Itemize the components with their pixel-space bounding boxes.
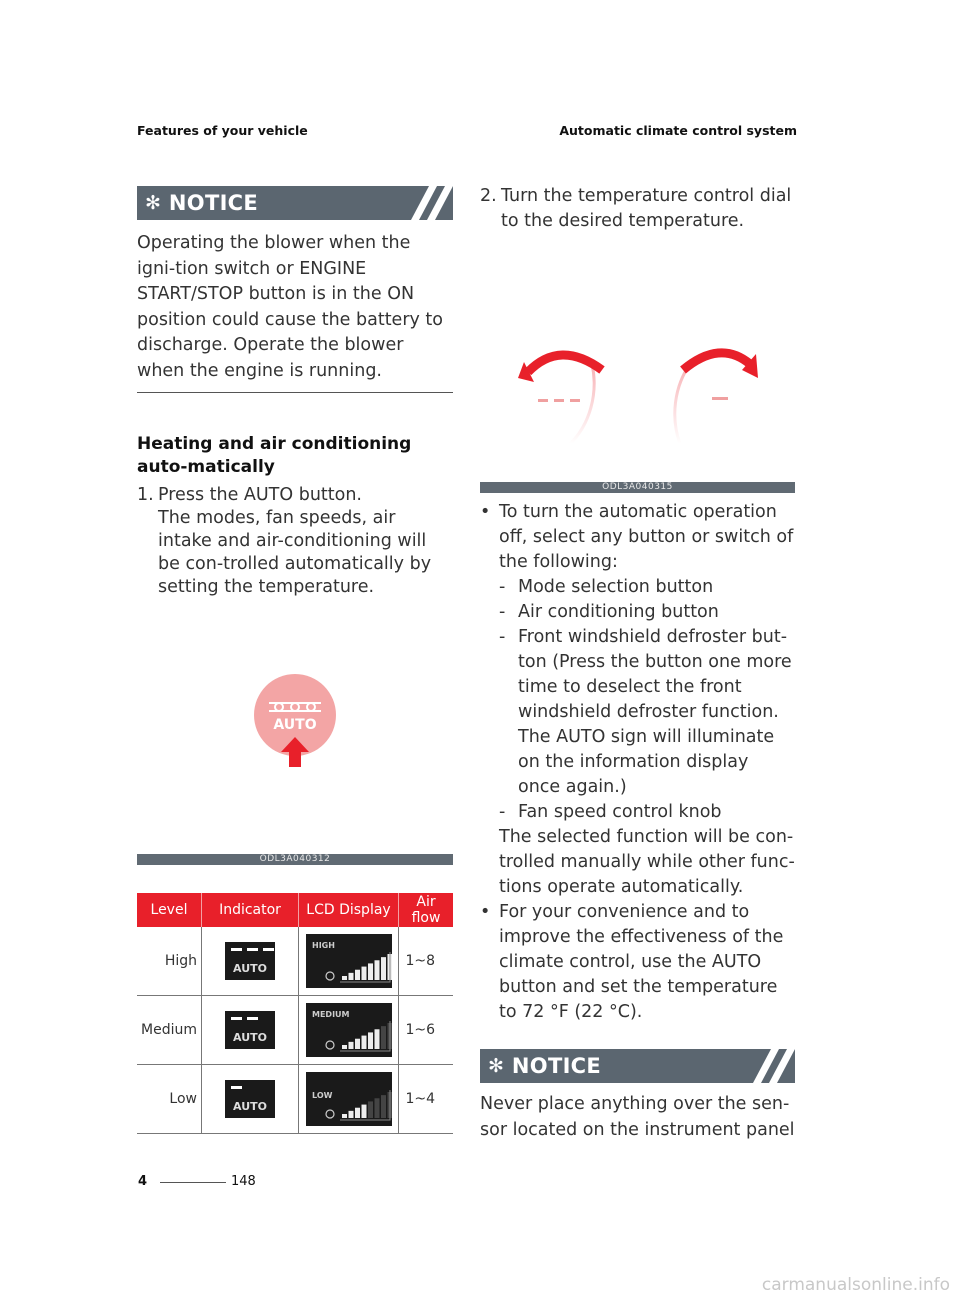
right-column [480, 184, 795, 1143]
indicator-cell [202, 996, 299, 1065]
lcd-level-label: MEDIUM [311, 1010, 349, 1019]
page-number: 148 [231, 1174, 256, 1189]
column-header: Indicator [202, 893, 299, 927]
dash-text: Air conditioning button [518, 602, 719, 622]
divider [137, 392, 453, 393]
level-cell: Medium [137, 996, 202, 1065]
notice-label: NOTICE [168, 191, 259, 215]
section-header: Features of your vehicle [137, 123, 308, 138]
watermark: carmanualsonline.info [761, 1275, 950, 1295]
double-slash-icon [751, 1049, 795, 1083]
auto-button-illustration [137, 599, 453, 854]
rotate-arrow-icon [528, 355, 602, 372]
asterisk-icon: ✻ [488, 1055, 504, 1077]
lcd-display-icon [306, 1072, 392, 1126]
chapter-header: Automatic climate control system [559, 123, 797, 138]
lcd-cell [299, 1065, 399, 1134]
section-number: 4 [138, 1174, 148, 1189]
lcd-level-label: LOW [311, 1091, 332, 1100]
figure-caption: ODL3A040312 [137, 854, 453, 865]
dash-mark: - [499, 627, 506, 647]
auto-button-figure [137, 599, 453, 854]
indicator-label: AUTO [233, 962, 267, 975]
lcd-display-icon [306, 934, 392, 988]
air-flow-cell: 1~8 [399, 927, 454, 996]
dash-text: Fan speed control knob [518, 802, 722, 822]
bullet-item [480, 900, 795, 1025]
dash-mark: - [499, 577, 506, 597]
lcd-cell [299, 996, 399, 1065]
column-header: Level [137, 893, 202, 927]
step-description: Turn the temperature control dial to the desired temperature. [501, 186, 792, 231]
indicator-cell [202, 1065, 299, 1134]
dash-item [480, 600, 795, 625]
dash-mark: - [499, 602, 506, 622]
section-title: Heating and air conditioning auto-matically [137, 434, 412, 477]
figure-caption: ODL3A040315 [480, 482, 795, 493]
table-row [137, 927, 453, 996]
auto-button-label: AUTO [273, 717, 317, 733]
step-number: 2. [480, 186, 497, 206]
step-2 [480, 184, 795, 234]
table-row [137, 996, 453, 1065]
temperature-dash [712, 397, 728, 400]
temperature-dashes [538, 399, 580, 402]
lcd-level-label: HIGH [311, 941, 335, 950]
left-column [137, 186, 453, 1134]
dash-text: Front windshield defroster but-ton (Press the button one more time to deselect the front windshield defroster function. The AUTO sign will illuminate on the information display once again.) [518, 627, 792, 797]
step-description: The modes, fan speeds, air intake and air-conditioning will be con-trolled automatically by setting the temperature. [158, 508, 432, 597]
asterisk-icon: ✻ [145, 192, 161, 214]
dash-item [480, 800, 795, 825]
bullet-dot: • [480, 502, 491, 522]
column-header: Air flow [399, 893, 454, 927]
bullet-continuation: The selected function will be con-trolled manually while other func-tions operate automatically. [499, 827, 795, 897]
lcd-cell [299, 927, 399, 996]
auto-level-table [137, 893, 453, 1134]
temperature-dial-figure [480, 234, 795, 482]
step-1 [137, 484, 453, 599]
step-number: 1. [137, 485, 154, 505]
table-header-row [137, 893, 453, 927]
indicator-cell [202, 927, 299, 996]
notice-banner [137, 186, 453, 220]
indicator-label: AUTO [233, 1031, 267, 1044]
air-flow-cell: 1~6 [399, 996, 454, 1065]
dash-text: Mode selection button [518, 577, 714, 597]
bullet-text: For your convenience and to improve the effectiveness of the climate control, use the AUTO button and set the temperature to 72 °F (22 °C). [499, 902, 784, 1022]
auto-indicator-icon [225, 1011, 275, 1049]
level-cell: High [137, 927, 202, 996]
temperature-dial-illustration [480, 234, 795, 482]
double-slash-icon [409, 186, 453, 220]
notice-banner [480, 1049, 795, 1083]
footer-divider [160, 1182, 226, 1183]
bullet-text: To turn the automatic operation off, select any button or switch of the following: [499, 502, 794, 572]
notice-text: Never place anything over the sen-sor located on the instrument panel [480, 1094, 795, 1140]
indicator-label: AUTO [233, 1100, 267, 1113]
auto-indicator-icon [225, 1080, 275, 1118]
level-cell: Low [137, 1065, 202, 1134]
auto-indicator-icon [225, 942, 275, 980]
air-flow-cell: 1~4 [399, 1065, 454, 1134]
dash-item [480, 625, 795, 800]
step-line: Press the AUTO button. [158, 485, 362, 505]
notice-text: Operating the blower when the igni-tion switch or ENGINE START/STOP button is in the ON position could cause the battery to discharge. Operate the blower when the engine is running. [137, 233, 444, 381]
dial-arc [675, 364, 690, 444]
notice-label: NOTICE [511, 1054, 602, 1078]
bullet-item [480, 500, 795, 575]
bullet-dot: • [480, 902, 491, 922]
dial-arc [570, 364, 594, 444]
table-row [137, 1065, 453, 1134]
dash-item [480, 575, 795, 600]
lcd-display-icon [306, 1003, 392, 1057]
rotate-arrow-icon [683, 353, 750, 370]
dash-mark: - [499, 802, 506, 822]
column-header: LCD Display [299, 893, 399, 927]
